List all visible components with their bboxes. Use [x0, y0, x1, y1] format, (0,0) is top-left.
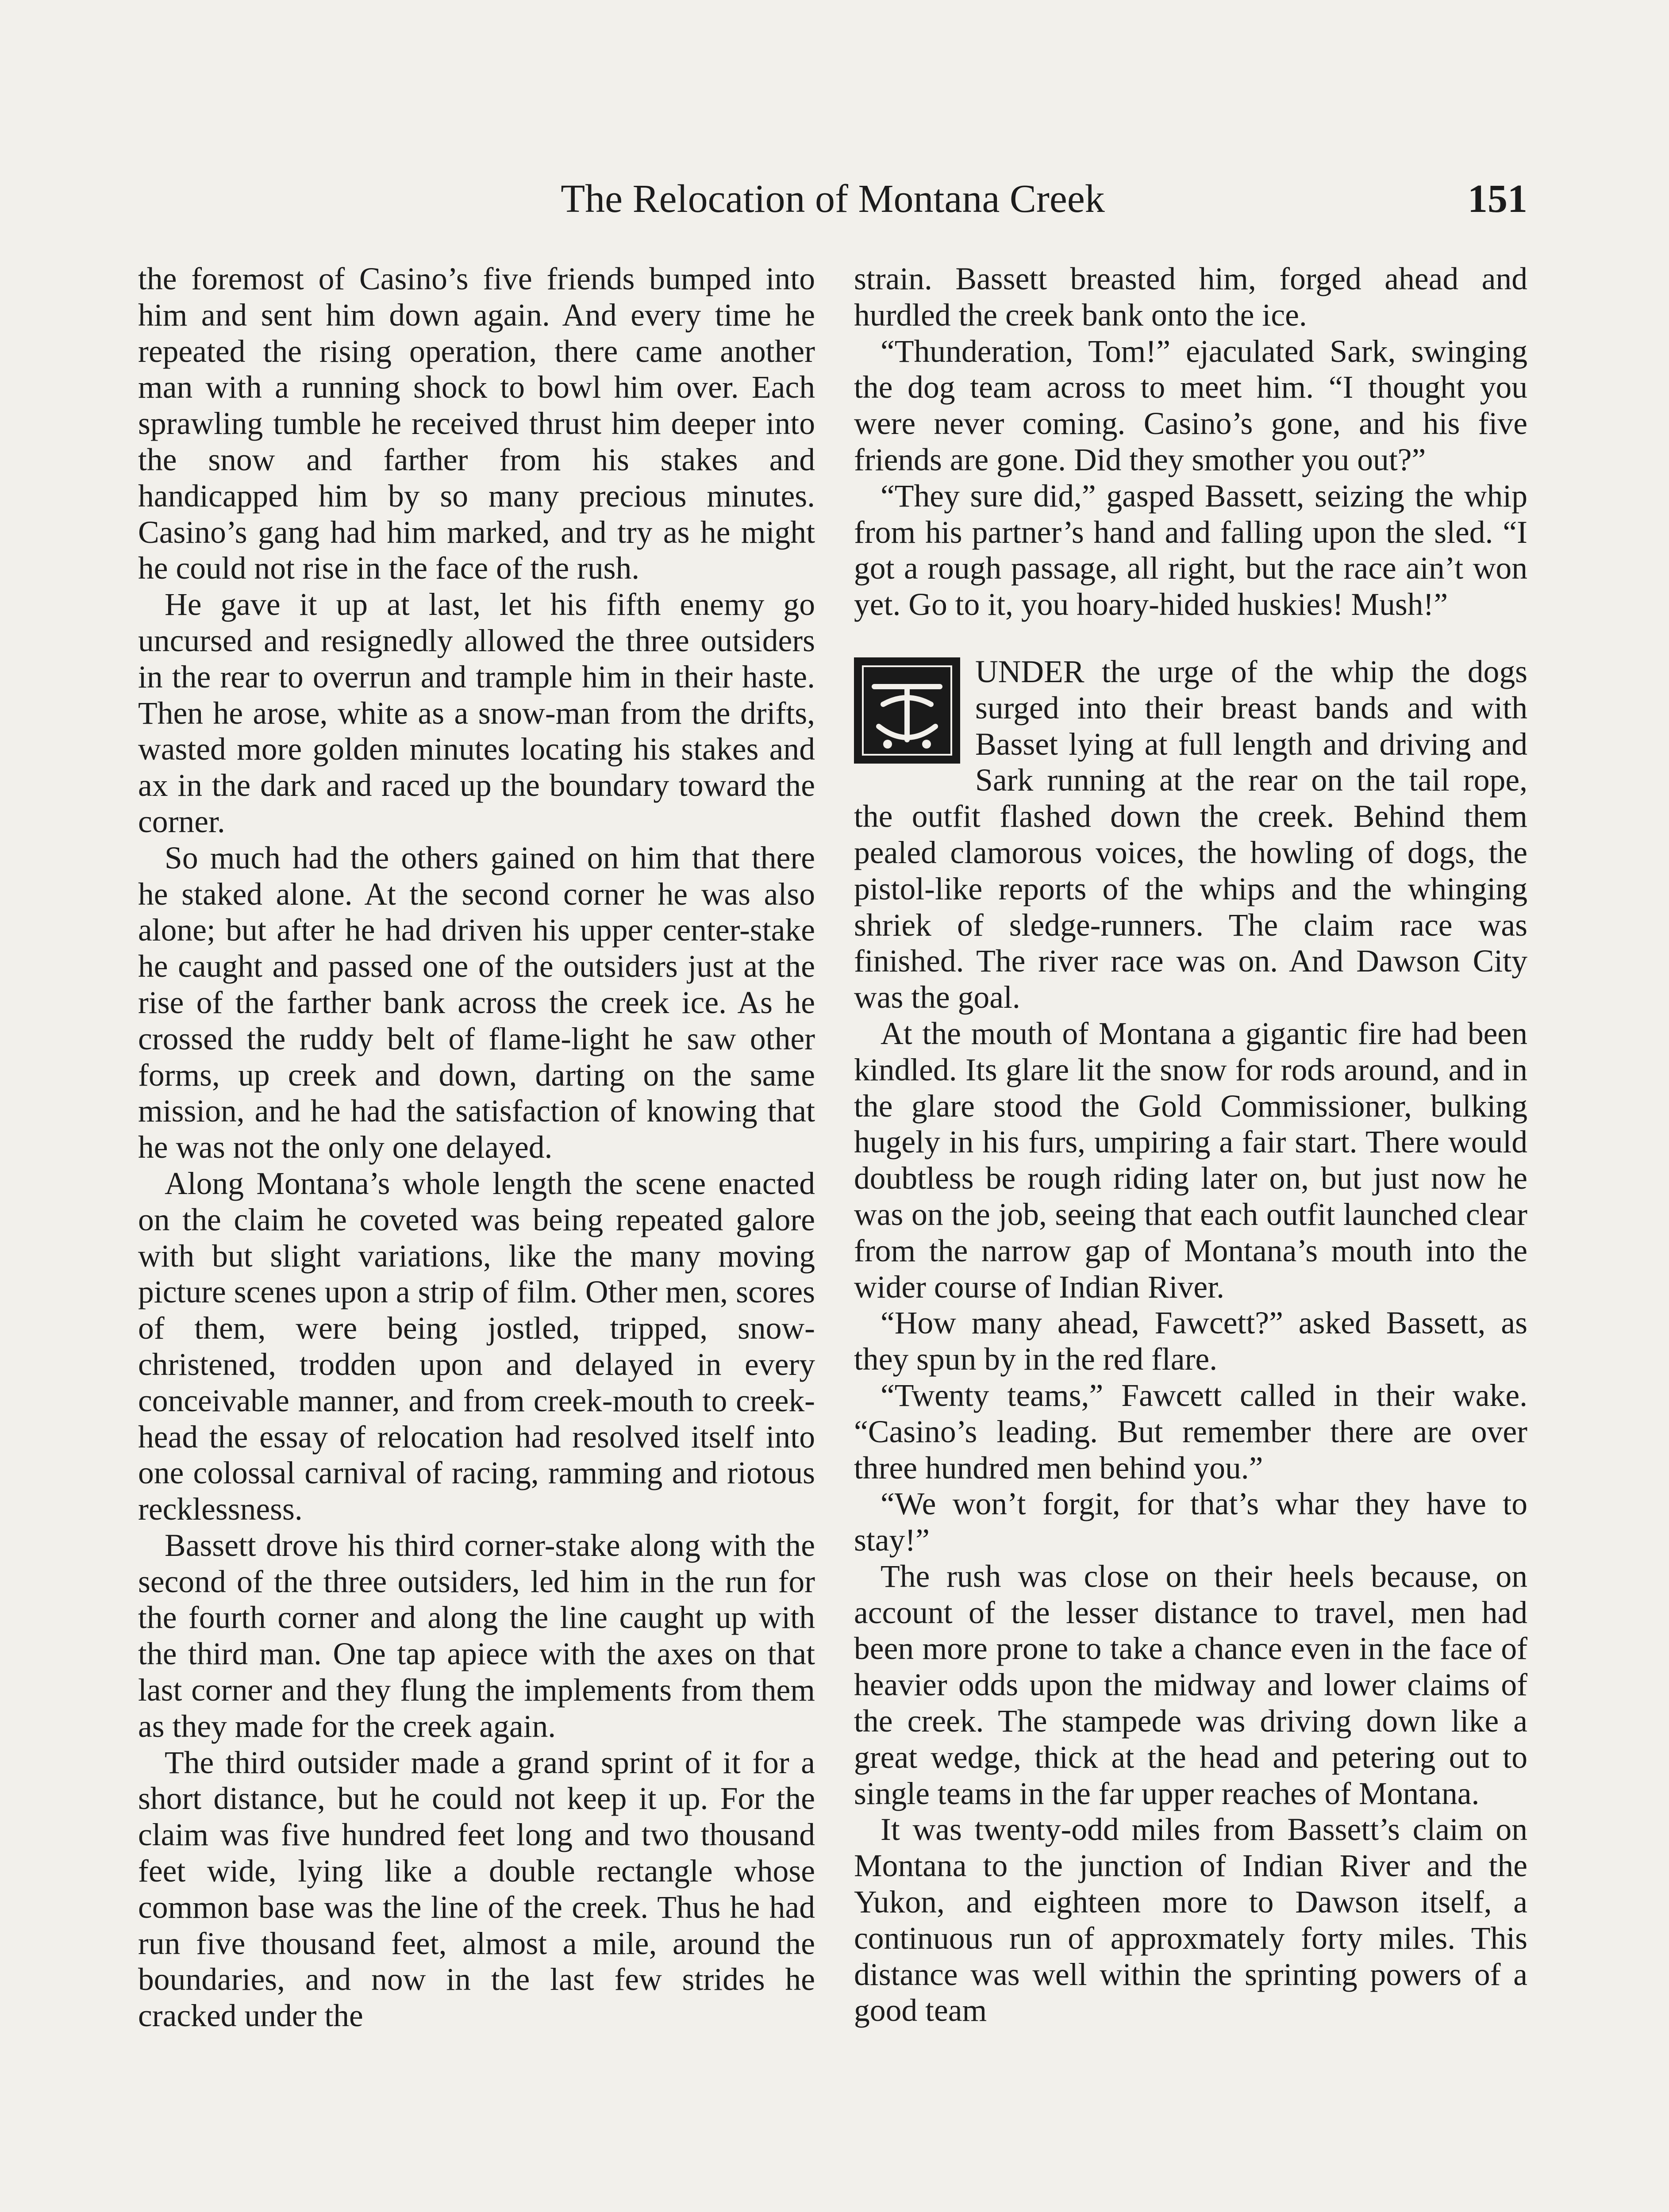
paragraph: It was twenty-odd miles from Bassett’s claim on Montana to the junction of Indian River and the Yukon, and eighteen more to Dawson itself, a continuous run of approxmately forty miles. This distance was well within the sprinting powers of a good team — [854, 1812, 1527, 2028]
ornamental-initial-icon — [854, 657, 960, 764]
paragraph: The rush was close on their heels because, on account of the lesser distance to travel, men had been more prone to take a chance even in the face of heavier odds upon the midway and lower claims of the creek. The stampede was driving down like a great wedge, thick at the head and petering out to single teams in the far upper reaches of Montana. — [854, 1559, 1527, 1811]
left-column — [138, 261, 815, 2034]
page-number: 151 — [1468, 177, 1527, 221]
paragraph: At the mouth of Montana a gigantic fire had been kindled. Its glare lit the snow for rods around, and in the glare stood the Gold Commissioner, bulking hugely in his furs, umpiring a fair start. There would doubtless be rough riding later on, but just now he was on the job, seeing that each outfit launched clear from the narrow gap of Montana’s mouth into the wider course of Indian River. — [854, 1016, 1527, 1305]
paragraph: “How many ahead, Fawcett?” asked Bassett, as they spun by in the red flare. — [854, 1306, 1527, 1377]
paragraph: the foremost of Casino’s five friends bumped into him and sent him down again. And every time he repeated the rising operation, there came another man with a running shock to bowl him over. Each sprawling tumble he received thrust him deeper into the snow and farther from his stakes and handicapped him by so many precious minutes. Casino’s gang had him marked, and try as he might he could not rise in the face of the rush. — [138, 261, 815, 586]
paragraph: “Twenty teams,” Fawcett called in their wake. “Casino’s leading. But remember there are over three hundred men behind you.” — [854, 1378, 1527, 1486]
paragraph: UNDER the urge of the whip the dogs surged into their breast bands and with Basset lying at full length and driving and Sark running at the rear on the tail rope, the outfit flashed down the creek. Behind them pealed clamorous voices, the howling of dogs, the pistol-like reports of the whips and the whinging shriek of sledge-runners. The claim race was finished. The river race was on. And Dawson City was the goal. — [854, 654, 1527, 1015]
paragraph: Along Montana’s whole length the scene enacted on the claim he coveted was being repeated galore with but slight variations, like the many moving picture scenes upon a strip of film. Other men, scores of them, were being jostled, tripped, snow-christened, trodden upon and delayed in every conceivable manner, and from creek-mouth to creek-head the essay of relocation had resolved itself into one colossal carnival of racing, ramming and riotous recklessness. — [138, 1166, 815, 1527]
paragraph: The third outsider made a grand sprint of it for a short distance, but he could not keep it up. For the claim was five hundred feet long and two thousand feet wide, lying like a double rectangle whose common base was the line of the creek. Thus he had run five thousand feet, almost a mile, around the boundaries, and now in the last few strides he cracked under the — [138, 1745, 815, 2034]
right-column — [854, 261, 1527, 2029]
paragraph: “We won’t forgit, for that’s whar they have to stay!” — [854, 1486, 1527, 1558]
paragraph: He gave it up at last, let his fifth enemy go uncursed and resignedly allowed the three outsiders in the rear to overrun and trample him in their haste. Then he arose, white as a snow-man from the drifts, wasted more golden minutes locating his stakes and ax in the dark and raced up the boundary toward the corner. — [138, 587, 815, 839]
running-title: The Relocation of Montana Creek — [561, 177, 1105, 221]
paragraph: “Thunderation, Tom!” ejaculated Sark, swinging the dog team across to meet him. “I thought you were never coming. Casino’s gone, and his five friends are gone. Did they smother you out?” — [854, 334, 1527, 477]
section-opening — [854, 654, 1527, 1016]
paragraph: Bassett drove his third corner-stake along with the second of the three outsiders, led him in the run for the fourth corner and along the line caught up with the third man. One tap apiece with the axes on that last corner and they flung the implements from them as they made for the creek again. — [138, 1528, 815, 1744]
paragraph: So much had the others gained on him that there he staked alone. At the second corner he was also alone; but after he had driven his upper center-stake he caught and passed one of the outsiders just at the rise of the farther bank across the creek ice. As he crossed the ruddy belt of flame-light he saw other forms, up creek and down, darting on the same mission, and he had the satisfaction of knowing that he was not the only one delayed. — [138, 840, 815, 1165]
paragraph: strain. Bassett breasted him, forged ahead and hurdled the creek bank onto the ice. — [854, 261, 1527, 333]
page-header — [138, 173, 1527, 234]
paragraph: “They sure did,” gasped Bassett, seizing the whip from his partner’s hand and falling upon the sled. “I got a rough passage, all right, but the race ain’t won yet. Go to it, you hoary-hided huskies! Mush!” — [854, 478, 1527, 622]
